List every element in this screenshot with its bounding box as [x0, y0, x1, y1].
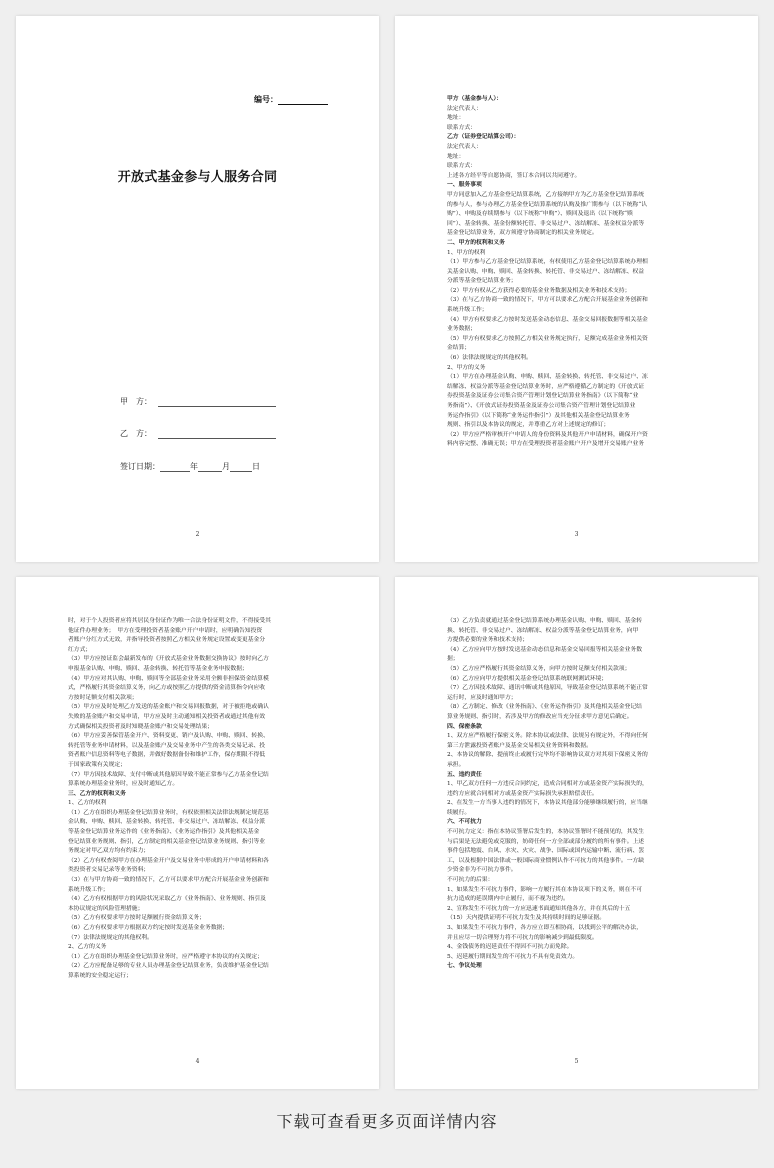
page-body	[447, 95, 702, 450]
text-line: 地址：	[447, 153, 465, 160]
text-line: 金结算；	[447, 345, 471, 352]
text-line: 1、甲方的权利	[447, 249, 486, 256]
page-body	[68, 617, 329, 982]
text-line: （4）乙方有权根据甲方的风险状况采取乙方《业务指南》、业务规则、指引及	[68, 896, 266, 903]
text-line: （2）乙方有权查阅甲方在办理基金开户及交易业务中形成的开户申请材料和各	[68, 857, 269, 864]
text-line: 者账户分红方式无效，并指导投资者按照乙方相关业务规定设置或变更基金分	[68, 637, 266, 644]
party-a-blank	[158, 398, 276, 407]
text-line: 务规定对甲乙双方均有约束力；	[68, 848, 150, 855]
text-line: 于国家政策有关规定；	[68, 761, 126, 768]
page-number: 4	[195, 1058, 200, 1065]
text-line: 续履行。	[447, 809, 471, 816]
party-b-blank	[158, 430, 276, 439]
text-line: 承担。	[447, 761, 465, 768]
contract-number-blank	[278, 95, 328, 105]
section-heading: 一、服务事项	[447, 182, 482, 189]
text-line: 的参与人，参与办理乙方基金登记结算系统的认购及推广期参与（以下统称“认	[447, 201, 648, 208]
section-heading: 七、争议处理	[447, 963, 482, 970]
contract-number-label: 编号：	[254, 95, 278, 104]
text-line: 购”）、申购及存续期参与（以下统称“申购”）、赎回及退出（以下统称“赎	[447, 211, 633, 218]
day-blank	[230, 463, 252, 472]
text-line: 算业务规则、指引时，若涉及甲方的修改应当充分征求甲方意见后确定。	[447, 713, 633, 720]
text-line: （7）甲方因技术故障、支付中断或其他原因导致不能正常参与乙方基金登记结	[68, 771, 269, 778]
section-heading: 六、不可抗力	[447, 819, 482, 826]
text-line: 3、如果发生不可抗力事件，各方应立即互相协商，以找到公平的解决办法，	[447, 925, 642, 931]
text-line: （1）乙方在组织办理基金登记结算业务时，有权依照相关法律法规制定规范基	[68, 809, 269, 816]
year-blank	[160, 463, 190, 472]
text-line: （15）天内提供证明不可抗力发生及其持续时间的足够证据。	[447, 915, 606, 922]
text-line: 失败的基金账户和交易申请，甲方应及时主动通知相关投资者或通过其他有效	[68, 713, 266, 720]
text-line: 本协议规定的风险管理措施；	[68, 905, 144, 912]
text-line: 1、甲乙双方任何一方违反合同约定，造成合同相对方或基金资产实际损失的，	[447, 781, 648, 788]
text-line: （1）甲方参与乙方基金登记结算系统，有权使用乙方基金登记结算系统办理相	[447, 259, 648, 266]
text-line: 少资金非为不可抗力事件。	[447, 867, 517, 874]
page-number: 5	[574, 1058, 579, 1065]
text-line: 与后果是无法避免或克服的，妨碍任何一方全部或部分履约的所有事件。上述	[447, 838, 645, 845]
text-line: 联系方式：	[447, 124, 476, 131]
text-line: （3）在与乙方协商一致的情况下，甲方可以要求乙方配合开展基金业务创新和	[447, 297, 648, 304]
text-line: 分派等基金登记结算业务；	[447, 278, 517, 285]
text-line: 算系统办理基金业务时，应及时通知乙方。	[68, 781, 179, 788]
text-line: 不可抗力定义：指在本协议签署后发生的，本协议签署时不能预见的，其发生	[447, 829, 645, 836]
text-line: 系统升级工作；	[68, 886, 109, 893]
section-heading: 乙方（证券登记结算公司）：	[447, 134, 520, 141]
text-line: 2、甲方的义务	[447, 364, 486, 371]
contract-cover-page	[16, 16, 379, 562]
text-line: （6）乙方有权要求甲方根据双方约定按时发送基金业务数据；	[68, 925, 229, 931]
text-line: 系统升级工作；	[447, 307, 488, 314]
text-line: （7）乙方因技术故障、通讯中断或其他原因，导致基金登记结算系统不能正常	[447, 685, 648, 692]
sign-date-line	[120, 461, 260, 472]
text-line: 2、在发生一方当事人违约的情况下，本协议其他部分能够继续履行的，应当继	[447, 800, 648, 807]
text-line: （5）乙方应严格履行其资金结算义务，向甲方按时足额支付相关款项；	[447, 665, 631, 672]
text-line: 务运作指引》（以下简称“业务运作指引”）及其他相关基金登记结算业务	[447, 412, 630, 419]
section-heading: 二、甲方的权利和义务	[447, 239, 505, 246]
section-heading: 甲方（基金参与人）：	[447, 96, 503, 102]
text-line: 法定代表人：	[447, 143, 482, 150]
text-line: 方式确保相关投资者及时知晓基金账户和交易处理结果；	[68, 723, 213, 730]
text-line: 违约方应就合同相对方或基金资产实际损失承担赔偿责任。	[447, 790, 598, 797]
text-line: （1）甲方在办理基金认购、申购、赎回、基金转换、转托管、非交易过户、冻	[447, 374, 648, 381]
text-line: 事件包括地震、台风、水灾、火灾、战争、国际或国内运输中断、流行病、罢	[447, 848, 645, 855]
text-line: （7）法律法规规定的其他权利。	[68, 934, 153, 941]
text-line: 不可抗力的后果：	[447, 877, 494, 884]
text-line: 1、乙方的权利	[68, 800, 107, 807]
text-line: 甲方同意加入乙方基金登记结算系统，乙方接纳甲方为乙方基金登记结算系统	[447, 191, 645, 198]
text-line: 金认购、申购、赎回、基金转换、转托管、非交易过户、冻结解冻、权益分派	[68, 819, 266, 826]
text-line: 回”）、基金转换、基金份额转托管、非交易过户、冻结解冻、基金权益分派等	[447, 220, 645, 227]
text-line: 1、双方应严格履行保密义务。除本协议或法律、法规另有规定外，不得向任何	[447, 733, 648, 740]
text-line: 换、转托管、非交易过户、冻结解冻、权益分派等基金登记结算业务，向甲	[447, 627, 639, 634]
contract-number-field	[254, 94, 328, 105]
text-line: 料内容完整、准确无误；甲方在受理投资者基金账户开户及增开交易账户业务	[447, 441, 645, 448]
text-line: （4）甲方有权要求乙方按时发送基金动态信息、基金交易回报数据等相关基金	[447, 316, 648, 323]
text-line: 方按时足额支付相关款项；	[68, 694, 138, 701]
text-line: （3）乙方负责就通过基金登记结算系统办理基金认购、申购、赎回、基金转	[447, 618, 642, 624]
section-heading: 四、保密条款	[447, 723, 482, 730]
text-line: 业务数据；	[447, 326, 476, 333]
text-line: 等基金登记结算业务运作的《业务指南》、《业务运作指引》及其他相关基金	[68, 829, 260, 836]
text-line: 方提供必要的业务和技术支持；	[447, 637, 529, 644]
text-line: 时，对于个人投资者应将其居民身份证作为唯一合法身份证明文件，不得接受其	[68, 618, 271, 624]
text-line: （2）甲方应严格审核开户申请人的身份资料及其他开户申请材料，确保开户资	[447, 431, 648, 438]
text-line: 并且应尽一切合理努力将不可抗力的影响减少到最低限度。	[447, 934, 598, 941]
text-line: 算系统的安全稳定运行；	[68, 972, 132, 979]
text-line: （4）乙方应向甲方按时发送基金动态信息和基金交易回报等相关基金业务数	[447, 646, 642, 653]
text-line: 申报基金认购、申购、赎回、基金转换、转托管等基金业务申报数据；	[68, 665, 248, 672]
text-line: 式，严格履行其资金结算义务，向乙方或按照乙方提供的资金清算指令向应收	[68, 685, 266, 692]
text-line: 资者账户信息资料等电子数据，并做好数据备份和维护工作，保存期限不得低	[68, 752, 266, 759]
text-line: 地址：	[447, 115, 465, 122]
text-line: 2、乙方的义务	[68, 944, 107, 951]
text-line: （3）甲方应按证监会最新发布的《开放式基金业务数据交换协议》按时向乙方	[68, 656, 269, 663]
year-label: 年	[190, 462, 198, 471]
download-more-link[interactable]: 下载可查看更多页面详情内容	[276, 1112, 498, 1131]
text-line: 第三方泄露投资者账户及基金交易相关业务资料和数据。	[447, 742, 592, 749]
sign-date-label: 签订日期：	[120, 462, 160, 471]
text-line: （6）乙方应向甲方提供相关基金登记结算系统联网测试环境；	[447, 675, 608, 682]
contract-page-5	[395, 577, 758, 1089]
text-line: （2）乙方应配备足够的专业人员办理基金登记结算业务，负责维护基金登记结	[68, 963, 269, 970]
text-line: 4、金钱债务的迟延责任不得因不可抗力而免除。	[447, 944, 573, 951]
text-line: 2、本协议的解除、提前终止或履行完毕均不影响协议双方对其项下保密义务的	[447, 752, 648, 759]
party-a-signature-line	[120, 396, 276, 407]
section-heading: 五、违约责任	[447, 771, 482, 778]
party-a-label: 甲 方：	[120, 397, 152, 406]
text-line: （6）甲方应妥善保管基金开户、资料变更、销户及认购、申购、赎回、转换、	[68, 733, 269, 740]
text-line: 法定代表人：	[447, 105, 482, 112]
text-line: （5）乙方有权要求甲方按时足额履行资金结算义务；	[68, 915, 206, 922]
text-line: 关基金认购、申购、赎回、基金转换、转托管、非交易过户、冻结解冻、权益	[447, 268, 645, 275]
text-line: 工，以及根据中国法律或一般国际商业惯例认作不可抗力的其他事件。一方缺	[447, 857, 645, 864]
text-line: 联系方式：	[447, 163, 476, 170]
text-line: 运行时，应及时通知甲方；	[447, 694, 517, 701]
text-line: （5）甲方应及时处理乙方发送的基金账户和交易回报数据，对于被拒绝或确认	[68, 704, 269, 711]
page-number: 2	[195, 531, 200, 538]
text-line: （2）甲方有权从乙方获得必要的基金业务数据及相关业务和技术支持；	[447, 287, 631, 294]
text-line: 券投资基金及证券公司集合资产管理计划登记结算业务指南》（以下简称“业	[447, 393, 639, 400]
page-body	[447, 617, 708, 972]
contract-page-3	[395, 16, 758, 562]
text-line: 上述各方经平等自愿协商，签订本合同以共同遵守。	[447, 172, 581, 179]
text-line: （6）法律法规规定的其他权利。	[447, 355, 532, 362]
text-line: （1）乙方在组织办理基金登记结算业务时，应严格遵守本协议的有关规定；	[68, 953, 263, 960]
text-line: 结解冻、权益分派等基金登记结算业务时，应严格遵循乙方制定的《开放式证	[447, 383, 645, 390]
section-heading: 三、乙方的权利和义务	[68, 790, 126, 797]
text-line: 基金登记结算业务，双方须遵守协商制定的相关业务规定。	[447, 230, 598, 237]
text-line: 抗力造成的延误期内中止履行，而不视为违约。	[447, 896, 569, 903]
contract-page-4	[16, 577, 379, 1089]
text-line: 规则、指引以及本协议的规定，并尊重乙方对上述规定的修订；	[447, 422, 610, 429]
month-label: 月	[222, 462, 230, 471]
month-blank	[198, 463, 222, 472]
text-line: 2、宣称发生不可抗力的一方应迅速书面通知其他各方，并在其后的十五	[447, 905, 631, 912]
text-line: 1、如果发生不可抗力事件，影响一方履行其在本协议项下的义务，则在不可	[447, 886, 642, 893]
text-line: 据；	[447, 656, 459, 663]
text-line: 务指南”）、《开放式证券投资基金及证券公司集合资产管理计划登记结算业	[447, 403, 636, 409]
text-line: 登记结算业务规则、指引，乙方制定的相关基金登记结算业务规则、指引等业	[68, 838, 266, 845]
text-line: 他证件办理业务； 甲方在受理投资者基金账户开户申请时，应明确告知投资	[68, 627, 263, 634]
party-b-label: 乙 方：	[120, 429, 152, 438]
text-line: 类投资者交易记录等业务资料；	[68, 867, 150, 874]
text-line: （8）乙方制定、修改《业务指南》、《业务运作指引》及其他相关基金登记结	[447, 704, 642, 711]
party-b-signature-line	[120, 428, 276, 439]
text-line: （4）甲方应对其认购、申购、赎回等全部基金业务采用全额非担保资金结算模	[68, 675, 269, 682]
contract-title: 开放式基金参与人服务合同	[117, 170, 278, 185]
text-line: 转托管等业务申请材料，以及基金账户及交易业务中产生的各类交易记录、投	[68, 742, 266, 749]
text-line: 红方式；	[68, 646, 92, 653]
page-number: 3	[574, 531, 579, 538]
text-line: （5）甲方有权要求乙方按照乙方相关业务规定执行，足额完成基金业务相关资	[447, 335, 648, 342]
text-line: （3）在与甲方协商一致的情况下，乙方可以要求甲方配合开展基金业务创新和	[68, 877, 269, 884]
text-line: 5、迟延履行期间发生的不可抗力不具有免责效力。	[447, 953, 579, 960]
day-label: 日	[252, 462, 260, 471]
